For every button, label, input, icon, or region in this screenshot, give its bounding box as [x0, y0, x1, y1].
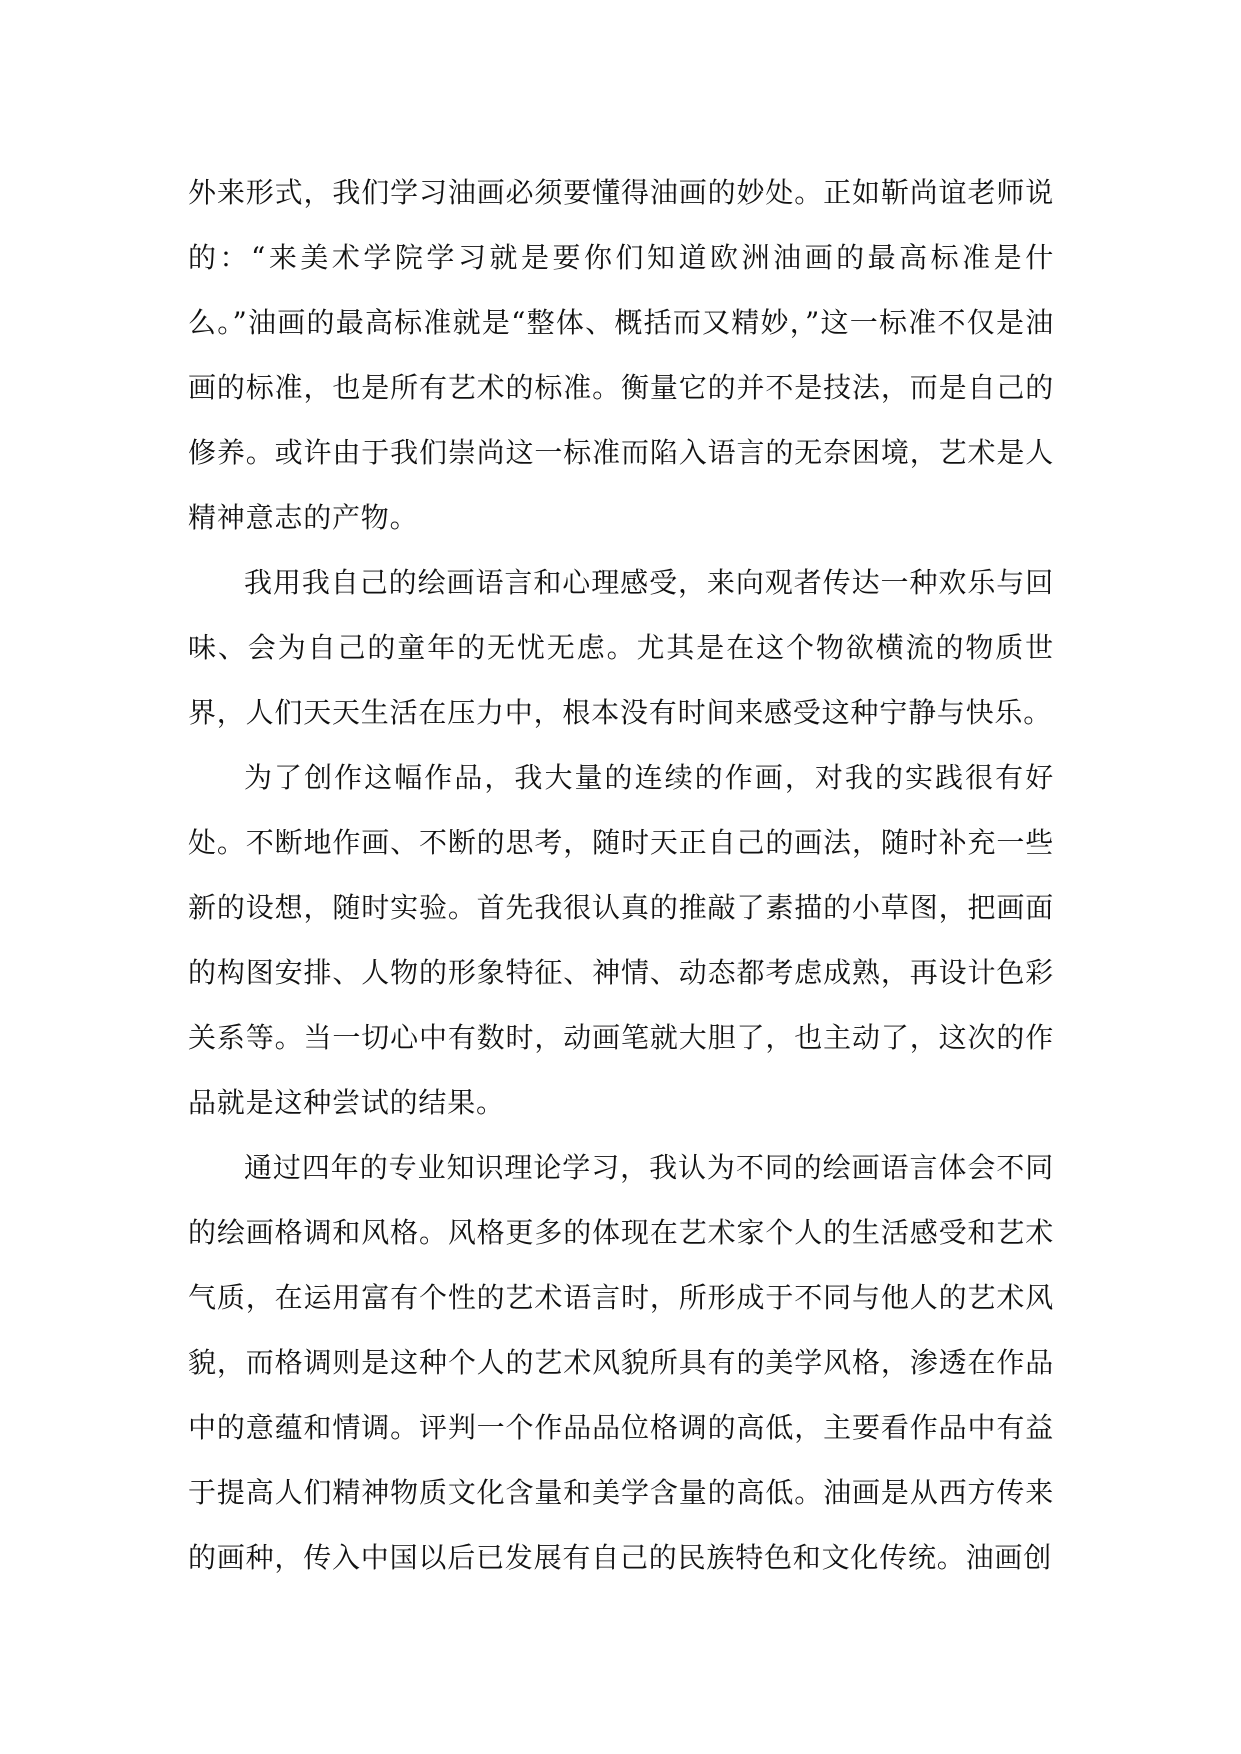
paragraph: 通过四年的专业知识理论学习，我认为不同的绘画语言体会不同的绘画格调和风格。风格更多的体现在艺术家个人的生活感受和艺术气质，在运用富有个性的艺术语言时，所形成于不同与他人的艺术风貌，而格调则是这种个人的艺术风貌所具有的美学风格，渗透在作品中的意蕴和情调。评判一个作品品位格调的高低，主要看作品中有益于提高人们精神物质文化含量和美学含量的高低。油画是从西方传来的画种，传入中国以后已发展有自己的民族特色和文化传统。油画创	[188, 1151, 1054, 1574]
paragraph-continued: 外来形式，我们学习油画必须要懂得油画的妙处。正如靳尚谊老师说的：“来美术学院学习就是要你们知道欧洲油画的最高标准是什么。”油画的最高标准就是“整体、概括而又精妙，”这一标准不仅是油画的标准，也是所有艺术的标准。衡量它的并不是技法，而是自己的修养。或许由于我们崇尚这一标准而陷入语言的无奈困境，艺术是人精神意志的产物。	[188, 176, 1054, 534]
paragraph: 为了创作这幅作品，我大量的连续的作画，对我的实践很有好处。不断地作画、不断的思考，随时天正自己的画法，随时补充一些新的设想，随时实验。首先我很认真的推敲了素描的小草图，把画面的构图安排、人物的形象特征、神情、动态都考虑成熟，再设计色彩关系等。当一切心中有数时，动画笔就大胆了，也主动了，这次的作品就是这种尝试的结果。	[188, 761, 1054, 1119]
body-text	[188, 160, 1054, 1590]
paragraph: 我用我自己的绘画语言和心理感受，来向观者传达一种欢乐与回味、会为自己的童年的无忧无虑。尤其是在这个物欲横流的物质世界，人们天天生活在压力中，根本没有时间来感受这种宁静与快乐。	[188, 566, 1054, 729]
